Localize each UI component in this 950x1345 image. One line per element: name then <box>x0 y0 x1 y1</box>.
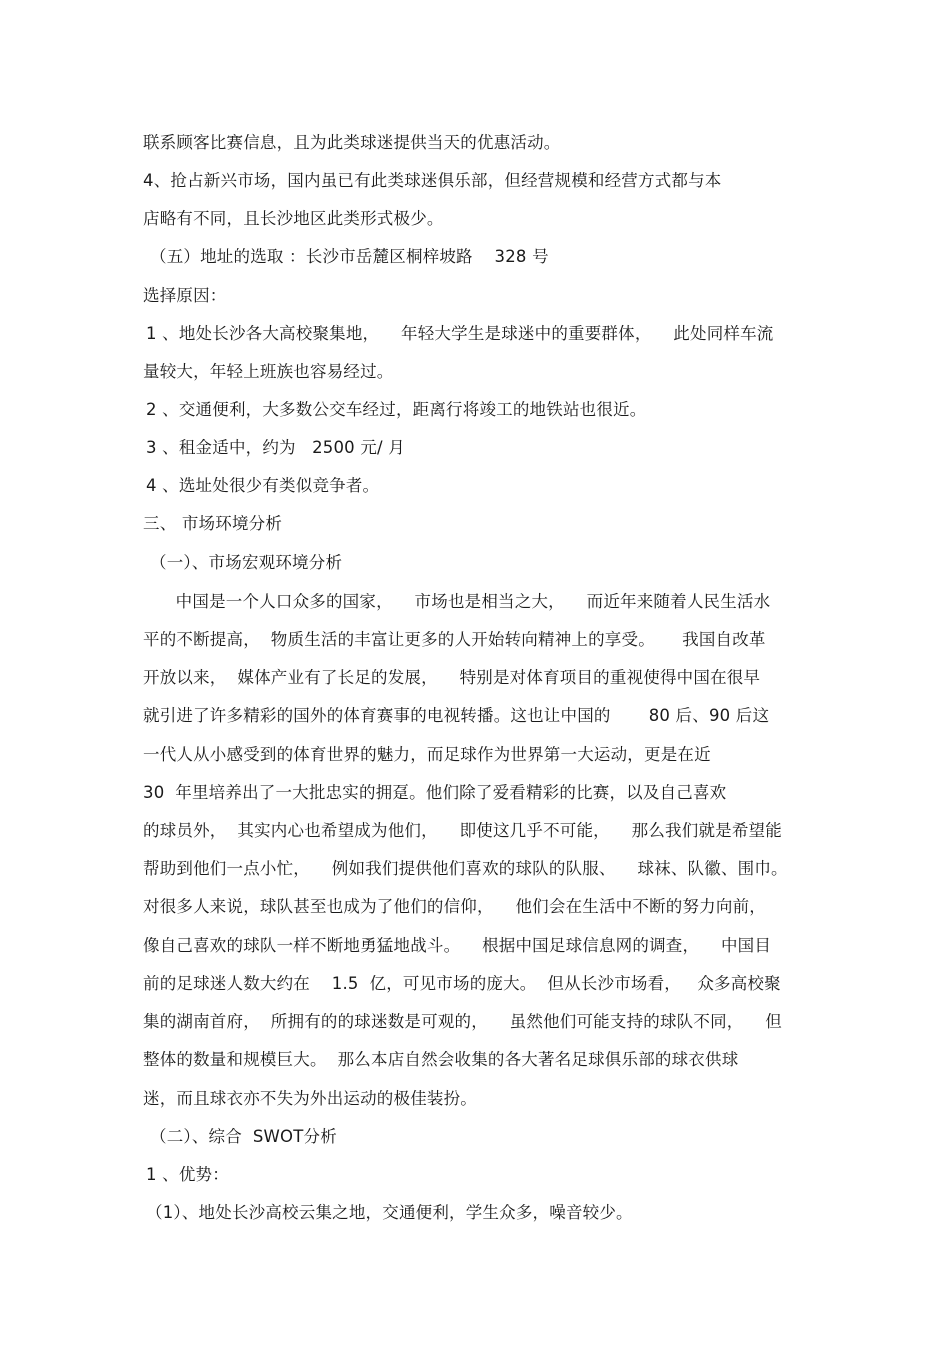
text-line: 量较大，年轻上班族也容易经过。 <box>143 362 394 381</box>
paragraph-line: 集的湖南首府， 所拥有的的球迷数是可观的， 虽然他们可能支持的球队不同， 但 <box>143 1012 782 1031</box>
paragraph-line: 就引进了许多精彩的国外的体育赛事的电视转播。这也让中国的 80 后、90 后这 <box>143 706 770 725</box>
paragraph-line: 的球员外， 其实内心也希望成为他们， 即使这几乎不可能， 那么我们就是希望能 <box>143 821 782 840</box>
list-item: （1）、地处长沙高校云集之地，交通便利，学生众多，噪音较少。 <box>146 1203 633 1222</box>
list-item: 4 、选址处很少有类似竞争者。 <box>146 476 380 495</box>
text-line: 店略有不同，且长沙地区此类形式极少。 <box>143 209 444 228</box>
paragraph-line: 中国是一个人口众多的国家， 市场也是相当之大， 而近年来随着人民生活水 <box>143 592 771 611</box>
paragraph-line: 对很多人来说，球队甚至也成为了他们的信仰， 他们会在生活中不断的努力向前， <box>143 897 766 916</box>
subsection-heading: （一）、市场宏观环境分析 <box>150 553 343 572</box>
list-item: 1 、地处长沙各大高校聚集地， 年轻大学生是球迷中的重要群体， 此处同样车流 <box>146 324 774 343</box>
paragraph-line: 迷，而且球衣亦不失为外出运动的极佳装扮。 <box>143 1089 477 1108</box>
text-line: 选择原因： <box>143 286 227 305</box>
paragraph-line: 一代人从小感受到的体育世界的魅力，而足球作为世界第一大运动，更是在近 <box>143 745 711 764</box>
paragraph-line: 像自己喜欢的球队一样不断地勇猛地战斗。 根据中国足球信息网的调查， 中国目 <box>143 936 772 955</box>
text-line: 联系顾客比赛信息，且为此类球迷提供当天的优惠活动。 <box>143 133 561 152</box>
paragraph-line: 平的不断提高， 物质生活的丰富让更多的人开始转向精神上的享受。 我国自改革 <box>143 630 766 649</box>
paragraph-line: 帮助到他们一点小忙， 例如我们提供他们喜欢的球队的队服、 球袜、队徽、围巾。 <box>143 859 788 878</box>
paragraph-line: 整体的数量和规模巨大。 那么本店自然会收集的各大著名足球俱乐部的球衣供球 <box>143 1050 739 1069</box>
list-item: 1 、优势： <box>146 1165 229 1184</box>
subsection-heading: （二）、综合 SWOT分析 <box>150 1127 337 1146</box>
paragraph-line: 30 年里培养出了一大批忠实的拥趸。他们除了爱看精彩的比赛，以及自己喜欢 <box>143 783 727 802</box>
paragraph-line: 开放以来， 媒体产业有了长足的发展， 特别是对体育项目的重视使得中国在很早 <box>143 668 761 687</box>
section-heading: 三、 市场环境分析 <box>143 514 283 533</box>
paragraph-line: 前的足球迷人数大约在 1.5 亿，可见市场的庞大。 但从长沙市场看， 众多高校聚 <box>143 974 781 993</box>
list-item: 4、抢占新兴市场，国内虽已有此类球迷俱乐部，但经营规模和经营方式都与本 <box>143 171 722 190</box>
section-heading: （五）地址的选取 ：长沙市岳麓区桐梓坡路 328 号 <box>150 247 549 266</box>
list-item: 2 、交通便利，大多数公交车经过，距离行将竣工的地铁站也很近。 <box>146 400 647 419</box>
list-item: 3 、租金适中，约为 2500 元/ 月 <box>146 438 405 457</box>
